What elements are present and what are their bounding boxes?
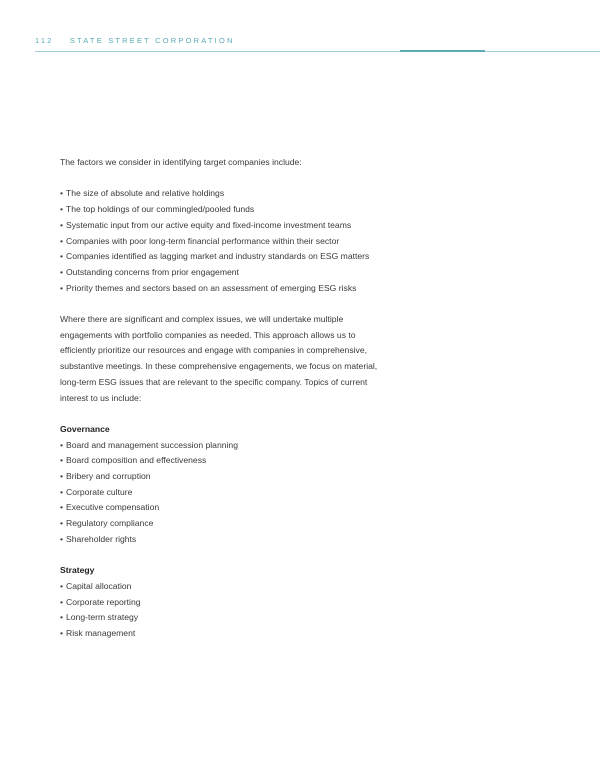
paragraph-line: substantive meetings. In these comprehensive engagements, we focus on material, bbox=[60, 361, 378, 372]
list-item: • Capital allocation bbox=[60, 579, 420, 595]
paragraph-line: Where there are significant and complex issues, we will undertake multiple bbox=[60, 314, 344, 324]
governance-heading: Governance bbox=[60, 423, 110, 434]
factors-list bbox=[60, 186, 420, 296]
paragraph-line: long-term ESG issues that are relevant to the specific company. Topics of current bbox=[60, 376, 368, 387]
header-rule bbox=[35, 51, 600, 52]
running-header bbox=[35, 36, 235, 45]
list-item: • Risk management bbox=[60, 626, 420, 642]
list-item: • The size of absolute and relative holdings bbox=[60, 186, 420, 202]
list-item: • Companies identified as lagging market and industry standards on ESG matters bbox=[60, 249, 420, 265]
list-item: • Systematic input from our active equity and fixed-income investment teams bbox=[60, 218, 420, 234]
paragraph-line: efficiently prioritize our resources and engage with companies in comprehensive, bbox=[60, 345, 367, 356]
list-item: • Board composition and effectiveness bbox=[60, 453, 420, 469]
governance-list bbox=[60, 438, 420, 548]
list-item: • Priority themes and sectors based on an assessment of emerging ESG risks bbox=[60, 281, 420, 297]
header-rule-accent bbox=[400, 50, 485, 52]
engagement-paragraph bbox=[60, 312, 420, 406]
list-item: • Board and management succession planning bbox=[60, 438, 420, 454]
paragraph-line: interest to us include: bbox=[60, 392, 142, 403]
list-item: • Outstanding concerns from prior engagement bbox=[60, 265, 420, 281]
list-item: • Bribery and corruption bbox=[60, 469, 420, 485]
list-item: • Long-term strategy bbox=[60, 610, 420, 626]
list-item: • Shareholder rights bbox=[60, 532, 420, 548]
list-item: • Regulatory compliance bbox=[60, 516, 420, 532]
strategy-heading: Strategy bbox=[60, 565, 95, 576]
list-item: • Companies with poor long-term financial performance within their sector bbox=[60, 234, 420, 250]
list-item: • The top holdings of our commingled/pooled funds bbox=[60, 202, 420, 218]
intro-text: The factors we consider in identifying target companies include: bbox=[60, 157, 302, 167]
strategy-list bbox=[60, 579, 420, 642]
list-item: • Executive compensation bbox=[60, 500, 420, 516]
body-content bbox=[60, 155, 420, 642]
list-item: • Corporate reporting bbox=[60, 595, 420, 611]
page-number: 112 bbox=[35, 36, 54, 45]
header-title: STATE STREET CORPORATION bbox=[69, 36, 235, 45]
paragraph-line: engagements with portfolio companies as needed. This approach allows us to bbox=[60, 329, 356, 340]
list-item: • Corporate culture bbox=[60, 485, 420, 501]
